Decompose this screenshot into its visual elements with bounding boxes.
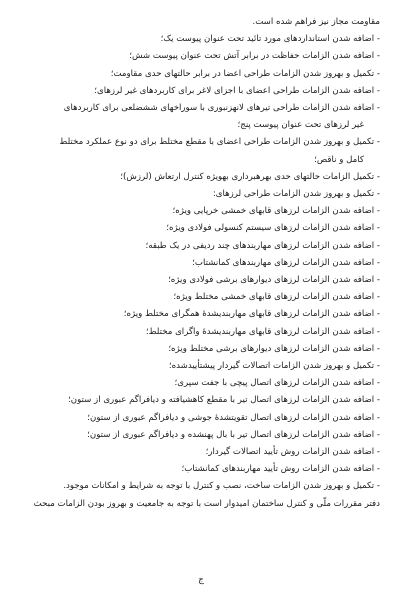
list-item-continuation: غیر لرزهای تحت عنوان پیوست پنج؛: [237, 120, 364, 131]
list-item: - اضافه شدن الزامات لرزهای قابهای مهاربندیشدهٔ واگرای مختلط؛: [145, 326, 380, 337]
list-item: - اضافه شدن الزامات لرزهای اتصال تیر با بال پهنشده و دیافراگم عبوری از ستون؛: [87, 429, 380, 440]
list-item: - اضافه شدن الزامات لرزهای مهاربندهای چند ردیفی در یک طبقه؛: [145, 240, 380, 251]
list-item: - اضافه شدن الزامات لرزهای قابهای خمشی مختلط ویژه؛: [173, 292, 380, 303]
list-item: - اضافه شدن استانداردهای مورد تائید تحت عنوان پیوست یک؛: [160, 34, 380, 45]
list-item: - اضافه شدن الزامات لرزهای دیوارهای برشی مختلط ویژه؛: [168, 343, 380, 354]
list-item: - اضافه شدن الزامات لرزهای اتصال تقویتشدهٔ جوشی و دیافراگم عبوری از ستون؛: [87, 412, 380, 423]
list-item: - اضافه شدن الزامات روش تأیید مهاربندهای کمانشتاب؛: [181, 464, 380, 475]
list-item: - اضافه شدن الزامات روش تأیید اتصالات گیردار؛: [205, 447, 380, 458]
list-item: - اضافه شدن الزامات لرزهای سیستم کنسولی فولادی ویژه؛: [166, 223, 380, 234]
list-item: - اضافه شدن الزامات لرزهای مهاربندهای کمانشتاب؛: [192, 257, 380, 268]
list-item: - تکمیل و بهروز شدن الزامات طراحی اعضای با مقطع مختلط برای دو نوع عملکرد مختلط: [59, 137, 380, 148]
list-item: - تکمیل و بهروز شدن الزامات اتصالات گیردار پیشتأییدشده؛: [168, 361, 380, 372]
list-item: - اضافه شدن الزامات طراحی اعضای با اجزای لاغر برای کاربردهای غیر لرزهای؛: [94, 85, 380, 96]
list-item: - تکمیل و بهروز شدن الزامات ساخت، نصب و کنترل با توجه به شرایط و امکانات موجود.: [63, 481, 380, 492]
list-item: - اضافه شدن الزامات لرزهای قابهای مهاربندیشدهٔ همگرای مختلط ویژه؛: [123, 309, 380, 320]
list-item-continuation: کامل و ناقص؛: [314, 154, 364, 165]
list-item: - اضافه شدن الزامات لرزهای قابهای خمشی خرپایی ویژه؛: [172, 206, 380, 217]
closing-paragraph-line: دفتر مقررات ملّی و کنترل ساختمان امیدوار است با توجه به جامعیت و بهروز بودن الزامات مبحث: [33, 498, 380, 509]
list-item: - اضافه شدن الزامات طراحی تیرهای لانهزنبوری با سوراخهای ششضلعی برای کاربردهای: [63, 103, 380, 114]
page-number: ج: [198, 575, 204, 585]
list-item: - تکمیل الزامات حالتهای حدی بهرهبرداری بهویژه کنترل ارتعاش (لرزش)؛: [120, 171, 380, 182]
list-item: - اضافه شدن الزامات لرزهای دیوارهای برشی فولادی ویژه؛: [168, 275, 380, 286]
list-item: - تکمیل و بهروز شدن الزامات طراحی اعضا در برابر حالتهای حدی مقاومت؛: [110, 68, 380, 79]
list-item: - اضافه شدن الزامات حفاظت در برابر آتش تحت عنوان پیوست شش؛: [129, 51, 380, 62]
list-item: - اضافه شدن الزامات لرزهای اتصال پیچی با جفت سپری؛: [174, 378, 380, 389]
list-item: - تکمیل و بهروز شدن الزامات طراحی لرزهای:: [212, 189, 380, 200]
text-line: مقاومت مجاز نیز فراهم شده است.: [252, 17, 380, 27]
list-item: - اضافه شدن الزامات لرزهای اتصال تیر با مقطع کاهشیافته و دیافراگم عبوری از ستون؛: [68, 395, 380, 406]
text-body: [20, 14, 380, 513]
